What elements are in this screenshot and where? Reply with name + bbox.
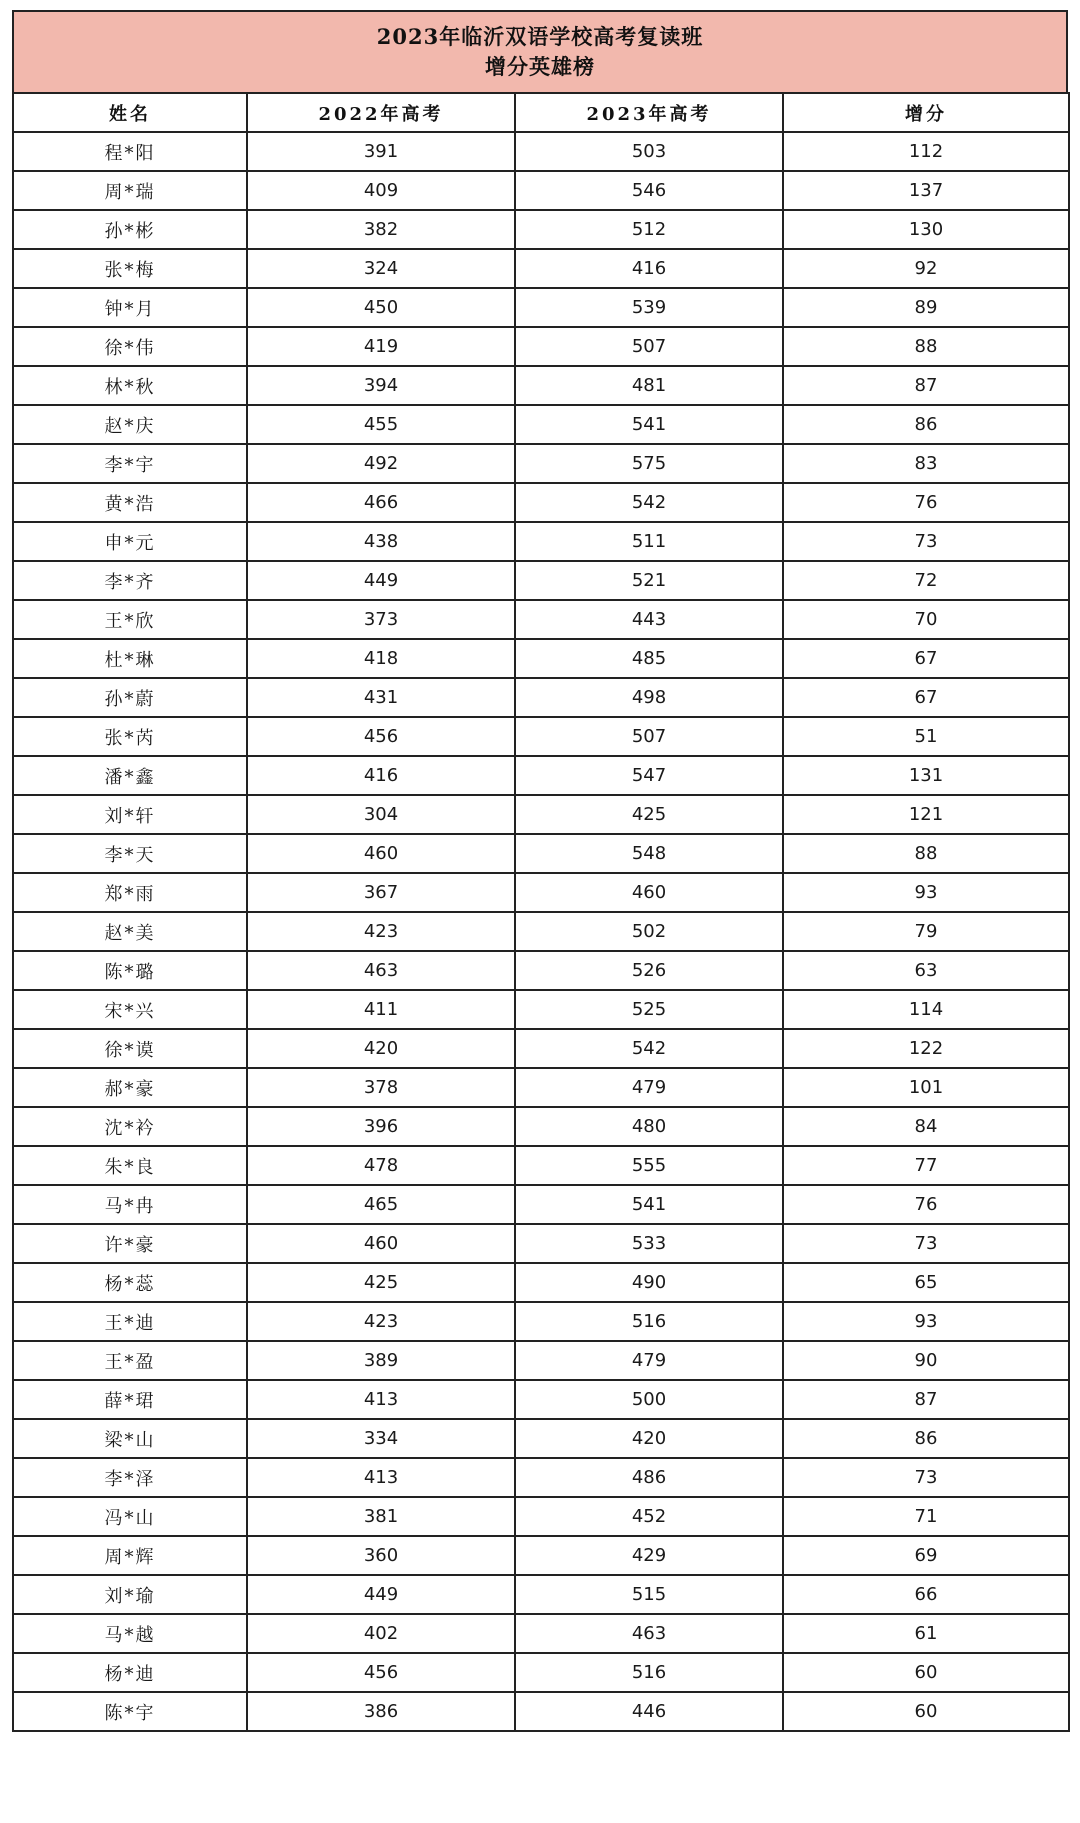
title-banner	[12, 10, 1068, 94]
cell-2023-score: 500	[515, 1380, 783, 1419]
cell-2023-score: 515	[515, 1575, 783, 1614]
cell-name: 李*天	[13, 834, 247, 873]
table-row	[13, 288, 1069, 327]
table-row	[13, 171, 1069, 210]
cell-2022-score: 304	[247, 795, 515, 834]
cell-name: 林*秋	[13, 366, 247, 405]
cell-name: 黄*浩	[13, 483, 247, 522]
cell-2023-score: 420	[515, 1419, 783, 1458]
cell-2022-score: 402	[247, 1614, 515, 1653]
cell-name: 沈*衿	[13, 1107, 247, 1146]
cell-2023-score: 479	[515, 1068, 783, 1107]
header-name: 姓名	[13, 93, 247, 132]
cell-score-increase: 71	[783, 1497, 1069, 1536]
cell-name: 李*齐	[13, 561, 247, 600]
cell-score-increase: 92	[783, 249, 1069, 288]
cell-2023-score: 521	[515, 561, 783, 600]
cell-2022-score: 460	[247, 1224, 515, 1263]
cell-name: 周*瑞	[13, 171, 247, 210]
cell-2022-score: 419	[247, 327, 515, 366]
table-row	[13, 1146, 1069, 1185]
cell-score-increase: 72	[783, 561, 1069, 600]
cell-2022-score: 449	[247, 561, 515, 600]
cell-2022-score: 386	[247, 1692, 515, 1731]
cell-score-increase: 101	[783, 1068, 1069, 1107]
cell-score-increase: 63	[783, 951, 1069, 990]
cell-score-increase: 131	[783, 756, 1069, 795]
cell-2022-score: 431	[247, 678, 515, 717]
cell-2022-score: 455	[247, 405, 515, 444]
score-table-sheet	[12, 10, 1068, 1732]
cell-2023-score: 498	[515, 678, 783, 717]
table-body	[13, 132, 1069, 1731]
cell-name: 陈*宇	[13, 1692, 247, 1731]
table-row	[13, 795, 1069, 834]
cell-2022-score: 449	[247, 1575, 515, 1614]
cell-name: 杜*琳	[13, 639, 247, 678]
score-increase-table	[12, 92, 1070, 1732]
table-row	[13, 405, 1069, 444]
cell-name: 申*元	[13, 522, 247, 561]
cell-2023-score: 481	[515, 366, 783, 405]
table-row	[13, 639, 1069, 678]
table-row	[13, 327, 1069, 366]
cell-2023-score: 507	[515, 717, 783, 756]
table-row	[13, 249, 1069, 288]
cell-2022-score: 450	[247, 288, 515, 327]
cell-2023-score: 525	[515, 990, 783, 1029]
cell-2022-score: 460	[247, 834, 515, 873]
table-row	[13, 1107, 1069, 1146]
table-row	[13, 1029, 1069, 1068]
cell-2023-score: 575	[515, 444, 783, 483]
cell-score-increase: 67	[783, 678, 1069, 717]
cell-2023-score: 446	[515, 1692, 783, 1731]
cell-name: 李*宇	[13, 444, 247, 483]
table-row	[13, 951, 1069, 990]
cell-name: 梁*山	[13, 1419, 247, 1458]
cell-2022-score: 456	[247, 717, 515, 756]
table-row	[13, 1536, 1069, 1575]
cell-score-increase: 130	[783, 210, 1069, 249]
cell-score-increase: 69	[783, 1536, 1069, 1575]
header-2023-score: 2023年高考	[515, 93, 783, 132]
cell-2023-score: 542	[515, 483, 783, 522]
cell-2023-score: 429	[515, 1536, 783, 1575]
table-row	[13, 1302, 1069, 1341]
cell-score-increase: 73	[783, 1458, 1069, 1497]
cell-2022-score: 411	[247, 990, 515, 1029]
cell-2023-score: 502	[515, 912, 783, 951]
cell-2022-score: 413	[247, 1458, 515, 1497]
cell-2022-score: 378	[247, 1068, 515, 1107]
cell-2023-score: 526	[515, 951, 783, 990]
table-row	[13, 1224, 1069, 1263]
cell-name: 宋*兴	[13, 990, 247, 1029]
cell-name: 杨*迪	[13, 1653, 247, 1692]
cell-name: 王*欣	[13, 600, 247, 639]
header-row	[13, 93, 1069, 132]
table-row	[13, 756, 1069, 795]
cell-name: 冯*山	[13, 1497, 247, 1536]
cell-2022-score: 425	[247, 1263, 515, 1302]
cell-score-increase: 76	[783, 483, 1069, 522]
table-row	[13, 1263, 1069, 1302]
cell-2023-score: 516	[515, 1302, 783, 1341]
table-row	[13, 717, 1069, 756]
cell-score-increase: 137	[783, 171, 1069, 210]
table-row	[13, 210, 1069, 249]
cell-score-increase: 79	[783, 912, 1069, 951]
cell-2022-score: 381	[247, 1497, 515, 1536]
cell-2023-score: 542	[515, 1029, 783, 1068]
cell-name: 王*迪	[13, 1302, 247, 1341]
cell-score-increase: 121	[783, 795, 1069, 834]
title-line-2: 增分英雄榜	[485, 54, 595, 79]
cell-2023-score: 507	[515, 327, 783, 366]
cell-name: 张*芮	[13, 717, 247, 756]
cell-score-increase: 87	[783, 1380, 1069, 1419]
cell-name: 陈*璐	[13, 951, 247, 990]
cell-2023-score: 541	[515, 1185, 783, 1224]
cell-name: 许*豪	[13, 1224, 247, 1263]
cell-score-increase: 93	[783, 1302, 1069, 1341]
header-2022-score: 2022年高考	[247, 93, 515, 132]
cell-2022-score: 465	[247, 1185, 515, 1224]
cell-name: 刘*瑜	[13, 1575, 247, 1614]
cell-2022-score: 416	[247, 756, 515, 795]
cell-score-increase: 51	[783, 717, 1069, 756]
cell-2022-score: 418	[247, 639, 515, 678]
cell-score-increase: 93	[783, 873, 1069, 912]
cell-2023-score: 547	[515, 756, 783, 795]
cell-2023-score: 460	[515, 873, 783, 912]
table-row	[13, 912, 1069, 951]
table-row	[13, 444, 1069, 483]
cell-name: 徐*谟	[13, 1029, 247, 1068]
table-row	[13, 1380, 1069, 1419]
table-row	[13, 834, 1069, 873]
cell-2023-score: 503	[515, 132, 783, 171]
cell-score-increase: 90	[783, 1341, 1069, 1380]
cell-name: 李*泽	[13, 1458, 247, 1497]
cell-name: 钟*月	[13, 288, 247, 327]
cell-2023-score: 541	[515, 405, 783, 444]
cell-score-increase: 86	[783, 1419, 1069, 1458]
cell-2022-score: 389	[247, 1341, 515, 1380]
table-row	[13, 990, 1069, 1029]
cell-score-increase: 65	[783, 1263, 1069, 1302]
cell-2023-score: 486	[515, 1458, 783, 1497]
table-row	[13, 1575, 1069, 1614]
cell-2023-score: 546	[515, 171, 783, 210]
cell-score-increase: 70	[783, 600, 1069, 639]
cell-2023-score: 425	[515, 795, 783, 834]
cell-2023-score: 490	[515, 1263, 783, 1302]
table-row	[13, 1458, 1069, 1497]
cell-2022-score: 466	[247, 483, 515, 522]
cell-2022-score: 478	[247, 1146, 515, 1185]
cell-2023-score: 480	[515, 1107, 783, 1146]
table-row	[13, 1185, 1069, 1224]
cell-2023-score: 548	[515, 834, 783, 873]
cell-score-increase: 83	[783, 444, 1069, 483]
table-row	[13, 1068, 1069, 1107]
cell-2022-score: 367	[247, 873, 515, 912]
header-score-increase: 增分	[783, 93, 1069, 132]
cell-score-increase: 88	[783, 327, 1069, 366]
cell-score-increase: 112	[783, 132, 1069, 171]
table-row	[13, 1614, 1069, 1653]
table-row	[13, 366, 1069, 405]
cell-score-increase: 84	[783, 1107, 1069, 1146]
cell-2023-score: 516	[515, 1653, 783, 1692]
cell-2023-score: 485	[515, 639, 783, 678]
cell-name: 张*梅	[13, 249, 247, 288]
table-row	[13, 1341, 1069, 1380]
cell-name: 孙*彬	[13, 210, 247, 249]
cell-score-increase: 89	[783, 288, 1069, 327]
cell-score-increase: 61	[783, 1614, 1069, 1653]
cell-2022-score: 373	[247, 600, 515, 639]
table-row	[13, 522, 1069, 561]
cell-name: 刘*轩	[13, 795, 247, 834]
cell-name: 赵*庆	[13, 405, 247, 444]
cell-score-increase: 66	[783, 1575, 1069, 1614]
cell-2022-score: 438	[247, 522, 515, 561]
table-row	[13, 1497, 1069, 1536]
cell-score-increase: 87	[783, 366, 1069, 405]
cell-score-increase: 76	[783, 1185, 1069, 1224]
table-row	[13, 132, 1069, 171]
cell-name: 薛*珺	[13, 1380, 247, 1419]
cell-name: 马*越	[13, 1614, 247, 1653]
cell-2022-score: 409	[247, 171, 515, 210]
cell-name: 周*辉	[13, 1536, 247, 1575]
cell-2023-score: 511	[515, 522, 783, 561]
cell-2022-score: 413	[247, 1380, 515, 1419]
table-row	[13, 561, 1069, 600]
cell-name: 潘*鑫	[13, 756, 247, 795]
cell-2023-score: 452	[515, 1497, 783, 1536]
cell-name: 孙*蔚	[13, 678, 247, 717]
cell-2023-score: 533	[515, 1224, 783, 1263]
cell-score-increase: 114	[783, 990, 1069, 1029]
cell-2023-score: 512	[515, 210, 783, 249]
cell-2022-score: 423	[247, 1302, 515, 1341]
cell-score-increase: 77	[783, 1146, 1069, 1185]
table-row	[13, 873, 1069, 912]
cell-score-increase: 60	[783, 1692, 1069, 1731]
cell-2022-score: 391	[247, 132, 515, 171]
cell-name: 郝*豪	[13, 1068, 247, 1107]
cell-score-increase: 122	[783, 1029, 1069, 1068]
cell-score-increase: 86	[783, 405, 1069, 444]
cell-name: 杨*蕊	[13, 1263, 247, 1302]
cell-2023-score: 555	[515, 1146, 783, 1185]
table-row	[13, 1692, 1069, 1731]
cell-2022-score: 324	[247, 249, 515, 288]
cell-2023-score: 443	[515, 600, 783, 639]
cell-2022-score: 360	[247, 1536, 515, 1575]
cell-2022-score: 456	[247, 1653, 515, 1692]
cell-2022-score: 463	[247, 951, 515, 990]
cell-2022-score: 423	[247, 912, 515, 951]
cell-score-increase: 67	[783, 639, 1069, 678]
cell-score-increase: 60	[783, 1653, 1069, 1692]
cell-2022-score: 420	[247, 1029, 515, 1068]
cell-2022-score: 492	[247, 444, 515, 483]
cell-name: 王*盈	[13, 1341, 247, 1380]
cell-2023-score: 479	[515, 1341, 783, 1380]
cell-name: 郑*雨	[13, 873, 247, 912]
cell-2022-score: 382	[247, 210, 515, 249]
cell-name: 朱*良	[13, 1146, 247, 1185]
cell-2022-score: 396	[247, 1107, 515, 1146]
cell-score-increase: 88	[783, 834, 1069, 873]
table-row	[13, 600, 1069, 639]
cell-2023-score: 463	[515, 1614, 783, 1653]
table-row	[13, 678, 1069, 717]
cell-name: 赵*美	[13, 912, 247, 951]
cell-2023-score: 539	[515, 288, 783, 327]
cell-name: 马*冉	[13, 1185, 247, 1224]
title-line-1: 2023年临沂双语学校高考复读班	[376, 24, 704, 49]
cell-name: 徐*伟	[13, 327, 247, 366]
cell-name: 程*阳	[13, 132, 247, 171]
table-row	[13, 1653, 1069, 1692]
cell-score-increase: 73	[783, 1224, 1069, 1263]
table-row	[13, 1419, 1069, 1458]
cell-2022-score: 394	[247, 366, 515, 405]
cell-2023-score: 416	[515, 249, 783, 288]
table-row	[13, 483, 1069, 522]
cell-score-increase: 73	[783, 522, 1069, 561]
cell-2022-score: 334	[247, 1419, 515, 1458]
